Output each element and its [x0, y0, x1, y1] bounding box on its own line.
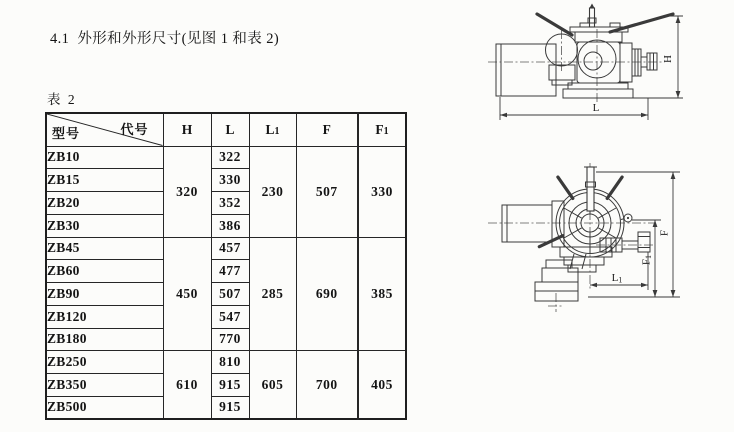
value-cell-l: 477 — [211, 260, 249, 283]
col-header-f: F — [296, 113, 358, 146]
model-cell: ZB20 — [46, 192, 163, 215]
f-dimension-label: F — [658, 229, 671, 237]
value-cell-f: 507 — [296, 146, 358, 237]
h-dimension-label: H — [662, 55, 674, 63]
corner-row-axis-label: 型号 — [52, 126, 81, 141]
value-cell-l: 352 — [211, 192, 249, 215]
value-cell-h: 320 — [163, 146, 211, 237]
model-cell: ZB30 — [46, 214, 163, 237]
header-row — [46, 113, 406, 146]
figure-front-view — [486, 2, 734, 128]
model-cell: ZB500 — [46, 396, 163, 419]
value-cell-l: 915 — [211, 396, 249, 419]
value-cell-l: 547 — [211, 305, 249, 328]
table-caption: 表 2 — [47, 92, 77, 107]
value-cell-l: 386 — [211, 214, 249, 237]
model-cell: ZB90 — [46, 283, 163, 306]
figure-side-view — [484, 160, 734, 392]
dimension-l — [500, 97, 648, 120]
model-cell: ZB45 — [46, 237, 163, 260]
value-cell-l: 810 — [211, 351, 249, 374]
table-row — [46, 146, 406, 169]
section-heading: 4.1 外形和外形尺寸(见图 1 和表 2) — [50, 31, 280, 47]
l1-dimension-label: L1 — [611, 272, 623, 285]
valve-stem — [588, 4, 596, 28]
corner-cell — [46, 113, 163, 146]
output-shaft — [620, 43, 657, 82]
value-cell-f: 690 — [296, 237, 358, 351]
dimension-l1 — [590, 252, 648, 290]
col-header-h: H — [163, 113, 211, 146]
model-cell: ZB180 — [46, 328, 163, 351]
model-cell: ZB10 — [46, 146, 163, 169]
table-row — [46, 237, 406, 260]
value-cell-l: 457 — [211, 237, 249, 260]
value-cell-f1: 405 — [358, 351, 406, 419]
model-cell: ZB60 — [46, 260, 163, 283]
value-cell-f1: 330 — [358, 146, 406, 237]
base-flange — [563, 83, 633, 98]
f1-dimension-label: F1 — [640, 254, 653, 266]
table-row — [46, 351, 406, 374]
col-header-f1: F1 — [358, 113, 406, 146]
motor-body — [496, 44, 556, 96]
gearbox-housing — [546, 23, 629, 85]
value-cell-l: 322 — [211, 146, 249, 169]
value-cell-l1: 230 — [249, 146, 296, 237]
value-cell-l: 330 — [211, 169, 249, 192]
value-cell-l: 915 — [211, 374, 249, 397]
value-cell-f: 700 — [296, 351, 358, 419]
value-cell-l: 770 — [211, 328, 249, 351]
centerlines — [488, 163, 656, 312]
model-cell: ZB15 — [46, 169, 163, 192]
value-cell-l1: 285 — [249, 237, 296, 351]
col-header-l: L — [211, 113, 249, 146]
value-cell-h: 610 — [163, 351, 211, 419]
model-cell: ZB350 — [46, 374, 163, 397]
value-cell-l: 507 — [211, 283, 249, 306]
value-cell-f1: 385 — [358, 237, 406, 351]
value-cell-h: 450 — [163, 237, 211, 351]
model-cell: ZB250 — [46, 351, 163, 374]
l-dimension-label: L — [592, 102, 600, 114]
value-cell-l1: 605 — [249, 351, 296, 419]
dimensions-table — [45, 112, 407, 420]
col-header-l1: L1 — [249, 113, 296, 146]
model-cell: ZB120 — [46, 305, 163, 328]
corner-col-axis-label: 代号 — [120, 122, 149, 137]
